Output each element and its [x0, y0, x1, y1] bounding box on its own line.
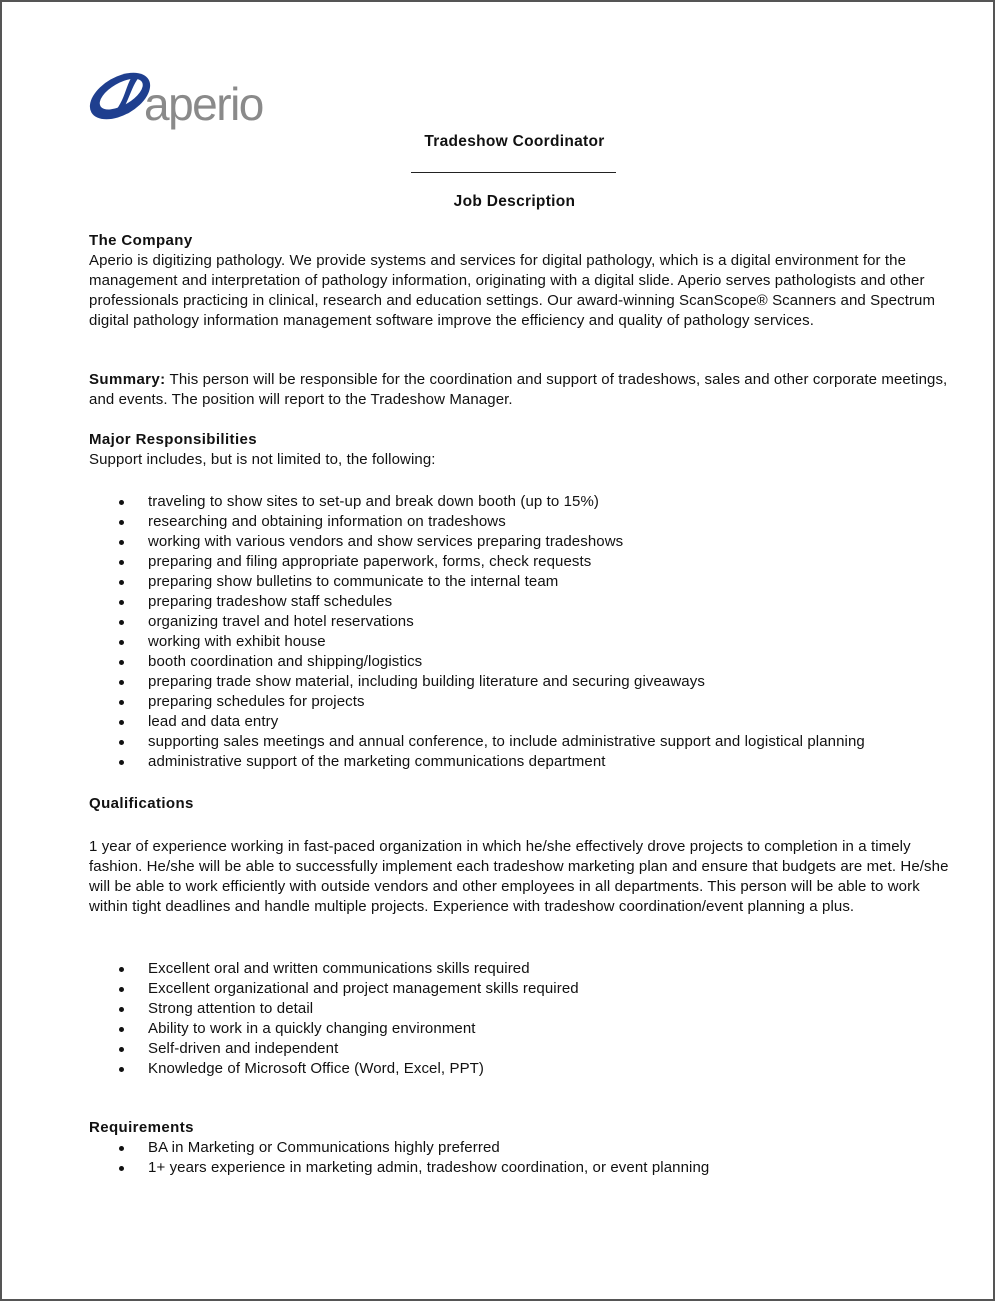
requirements-heading-block — [89, 1118, 949, 1138]
bullet-icon — [119, 1027, 124, 1032]
bullet-icon — [119, 740, 124, 745]
list-item: preparing show bulletins to communicate to the internal team — [89, 572, 949, 592]
bullet-icon — [119, 660, 124, 665]
list-item: working with exhibit house — [89, 632, 949, 652]
list-item: administrative support of the marketing communications department — [89, 752, 949, 772]
list-item: organizing travel and hotel reservations — [89, 612, 949, 632]
bullet-icon — [119, 1146, 124, 1151]
list-item: preparing tradeshow staff schedules — [89, 592, 949, 612]
qualifications-heading: Qualifications — [89, 795, 194, 812]
list-item: preparing trade show material, including building literature and securing giveaways — [89, 672, 949, 692]
bullet-icon — [119, 560, 124, 565]
bullet-icon — [119, 520, 124, 525]
bullet-icon — [119, 720, 124, 725]
list-item: researching and obtaining information on tradeshows — [89, 512, 949, 532]
summary-paragraph — [89, 370, 949, 410]
summary-label: Summary: — [89, 371, 166, 388]
requirements-list — [89, 1138, 949, 1178]
list-item: supporting sales meetings and annual conference, to include administrative support and logistical planning — [89, 732, 949, 752]
bullet-icon — [119, 680, 124, 685]
list-item: Excellent oral and written communications skills required — [89, 959, 949, 979]
bullet-icon — [119, 1047, 124, 1052]
qualifications-list — [89, 959, 949, 1079]
bullet-icon — [119, 1067, 124, 1072]
requirements-heading: Requirements — [89, 1119, 194, 1136]
bullet-icon — [119, 1007, 124, 1012]
list-item: 1+ years experience in marketing admin, tradeshow coordination, or event planning — [89, 1158, 949, 1178]
list-item: preparing and filing appropriate paperwork, forms, check requests — [89, 552, 949, 572]
responsibilities-heading: Major Responsibilities — [89, 431, 257, 448]
list-item: BA in Marketing or Communications highly preferred — [89, 1138, 949, 1158]
bullet-icon — [119, 700, 124, 705]
bullet-icon — [119, 500, 124, 505]
list-item: Strong attention to detail — [89, 999, 949, 1019]
bullet-icon — [119, 540, 124, 545]
bullet-icon — [119, 580, 124, 585]
qualifications-body: 1 year of experience working in fast-paced organization in which he/she effectively drove projects to completion in a timely fashion. He/she will be able to successfully implement each tradeshow marketing plan and ensure that budgets are met. He/she will be able to work efficiently with outside vendors and other employees in all departments. This person will be able to work within tight deadlines and handle multiple projects. Experience with tradeshow coordination/event planning a plus. — [89, 838, 949, 915]
list-item: booth coordination and shipping/logistics — [89, 652, 949, 672]
list-item: lead and data entry — [89, 712, 949, 732]
responsibilities-intro: Support includes, but is not limited to, the following: — [89, 451, 436, 468]
summary-section — [89, 370, 949, 410]
bullet-icon — [119, 600, 124, 605]
list-item: Self-driven and independent — [89, 1039, 949, 1059]
list-item: Knowledge of Microsoft Office (Word, Excel, PPT) — [89, 1059, 949, 1079]
aperio-logo-mark — [86, 58, 266, 138]
bullet-icon — [119, 987, 124, 992]
page-subtitle: Job Description — [453, 193, 576, 210]
summary-body: This person will be responsible for the coordination and support of tradeshows, sales and other corporate meetings, and events. The position will report to the Tradeshow Manager. — [89, 371, 948, 408]
page-title: Tradeshow Coordinator — [424, 133, 605, 150]
list-item: working with various vendors and show services preparing tradeshows — [89, 532, 949, 552]
bullet-icon — [119, 1166, 124, 1171]
list-item: preparing schedules for projects — [89, 692, 949, 712]
qualifications-body-block — [89, 837, 949, 917]
bullet-icon — [119, 760, 124, 765]
responsibilities-list — [89, 492, 949, 772]
list-item: traveling to show sites to set-up and break down booth (up to 15%) — [89, 492, 949, 512]
list-item: Ability to work in a quickly changing environment — [89, 1019, 949, 1039]
qualifications-heading-block — [89, 794, 949, 814]
bullet-icon — [119, 640, 124, 645]
bullet-icon — [119, 967, 124, 972]
list-item: Excellent organizational and project management skills required — [89, 979, 949, 999]
company-heading: The Company — [89, 232, 193, 249]
company-body: Aperio is digitizing pathology. We provide systems and services for digital pathology, which is a digital environment for the management and interpretation of pathology information, originating with a digital slide. Aperio serves pathologists and other professionals practicing in clinical, research and education settings. Our award-winning ScanScope® Scanners and Spectrum digital pathology information management software improve the efficiency and quality of pathology services. — [89, 252, 936, 329]
logo-wordmark: aperio — [144, 78, 263, 130]
responsibilities-section — [89, 430, 949, 470]
title-divider — [411, 172, 616, 173]
bullet-icon — [119, 620, 124, 625]
company-section — [89, 231, 949, 331]
aperio-logo — [86, 58, 266, 138]
